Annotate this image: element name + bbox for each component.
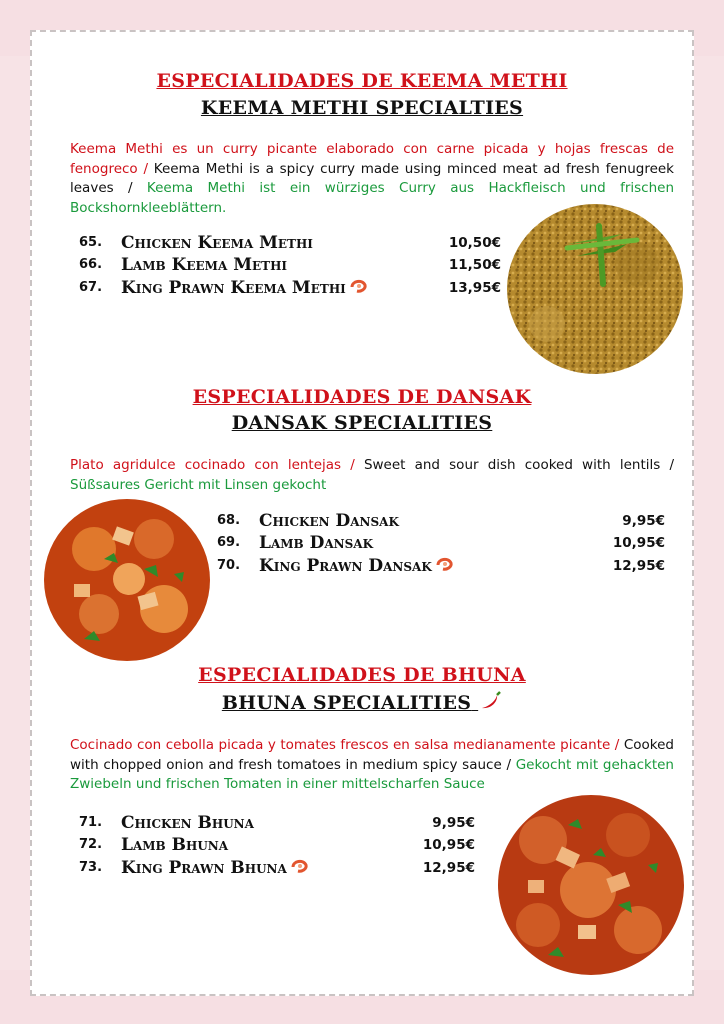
item-name: King Prawn Keema Methi <box>121 278 346 298</box>
item-number: 72. <box>79 837 103 852</box>
item-price: 13,95€ <box>448 280 501 296</box>
item-number: 68. <box>217 513 241 528</box>
item-price: 11,50€ <box>448 257 501 273</box>
desc-english: Cooked with chopped onion and fresh tomatoes in medium spicy sauce / <box>70 737 674 773</box>
item-name: Lamb Dansak <box>259 533 374 553</box>
keema-methi-title-en: KEEMA METHI SPECIALTIES <box>200 97 524 119</box>
menu-item <box>0 277 724 299</box>
prawn-icon <box>350 278 368 300</box>
desc-german: Süßsaures Gericht mit Linsen gekocht <box>70 476 327 493</box>
item-name: Chicken Keema Methi <box>121 233 313 253</box>
menu-item <box>0 857 724 879</box>
item-price: 10,95€ <box>612 535 665 551</box>
item-number: 67. <box>79 280 103 295</box>
menu-item <box>0 555 724 577</box>
bhuna-title-en: BHUNA SPECIALITIES <box>221 692 472 714</box>
desc-spanish: Plato agridulce cocinado con lentejas / <box>70 457 355 473</box>
menu-item <box>0 510 724 532</box>
item-name: Chicken Dansak <box>259 511 399 531</box>
item-name: King Prawn Bhuna <box>121 858 287 878</box>
item-price: 10,95€ <box>422 837 475 853</box>
menu-item <box>0 812 724 834</box>
item-price: 12,95€ <box>422 860 475 876</box>
desc-spanish: Keema Methi es un curry picante elaborado con carne picada y hojas frescas de fenogreco / <box>70 141 674 177</box>
desc-english: Keema Methi is a spicy curry made using minced meat ad fresh fenugreek leaves / <box>70 160 675 196</box>
item-number: 73. <box>79 860 103 875</box>
dansak-title-en: DANSAK SPECIALITIES <box>231 412 493 434</box>
prawn-icon <box>436 556 454 578</box>
prawn-icon <box>291 858 309 880</box>
item-number: 70. <box>217 558 241 573</box>
menu-item <box>0 254 724 276</box>
desc-english: Sweet and sour dish cooked with lentils / <box>363 457 674 473</box>
desc-german: Keema Methi ist ein würziges Curry aus Hackfleisch und frischen Bockshornkleeblättern. <box>70 180 674 216</box>
desc-spanish: Cocinado con cebolla picada y tomates frescos en salsa medianamente picante / <box>70 737 620 753</box>
desc-german: Gekocht mit gehackten Zwiebeln und frischen Tomaten in einer mittelscharfen Sauce <box>70 756 674 792</box>
item-number: 71. <box>79 815 103 830</box>
item-price: 12,95€ <box>612 558 665 574</box>
dansak-description <box>70 456 674 495</box>
menu-item <box>0 532 724 554</box>
item-number: 66. <box>79 257 103 272</box>
item-number: 65. <box>79 235 103 250</box>
item-name: Lamb Keema Methi <box>121 255 288 275</box>
bhuna-description <box>70 736 674 795</box>
keema-methi-title-es: ESPECIALIDADES DE KEEMA METHI <box>156 70 568 92</box>
item-price: 9,95€ <box>432 815 475 831</box>
item-name: Chicken Bhuna <box>121 813 254 833</box>
item-name: Lamb Bhuna <box>121 835 229 855</box>
chili-icon <box>478 691 502 716</box>
item-number: 69. <box>217 535 241 550</box>
bhuna-title-es: ESPECIALIDADES DE BHUNA <box>198 664 526 686</box>
menu-item <box>0 834 724 856</box>
dansak-title-es: ESPECIALIDADES DE DANSAK <box>192 386 532 408</box>
menu-item <box>0 232 724 254</box>
item-price: 10,50€ <box>448 235 501 251</box>
item-price: 9,95€ <box>622 513 665 529</box>
bhuna-title-en-row <box>0 691 724 716</box>
item-name: King Prawn Dansak <box>259 556 432 576</box>
